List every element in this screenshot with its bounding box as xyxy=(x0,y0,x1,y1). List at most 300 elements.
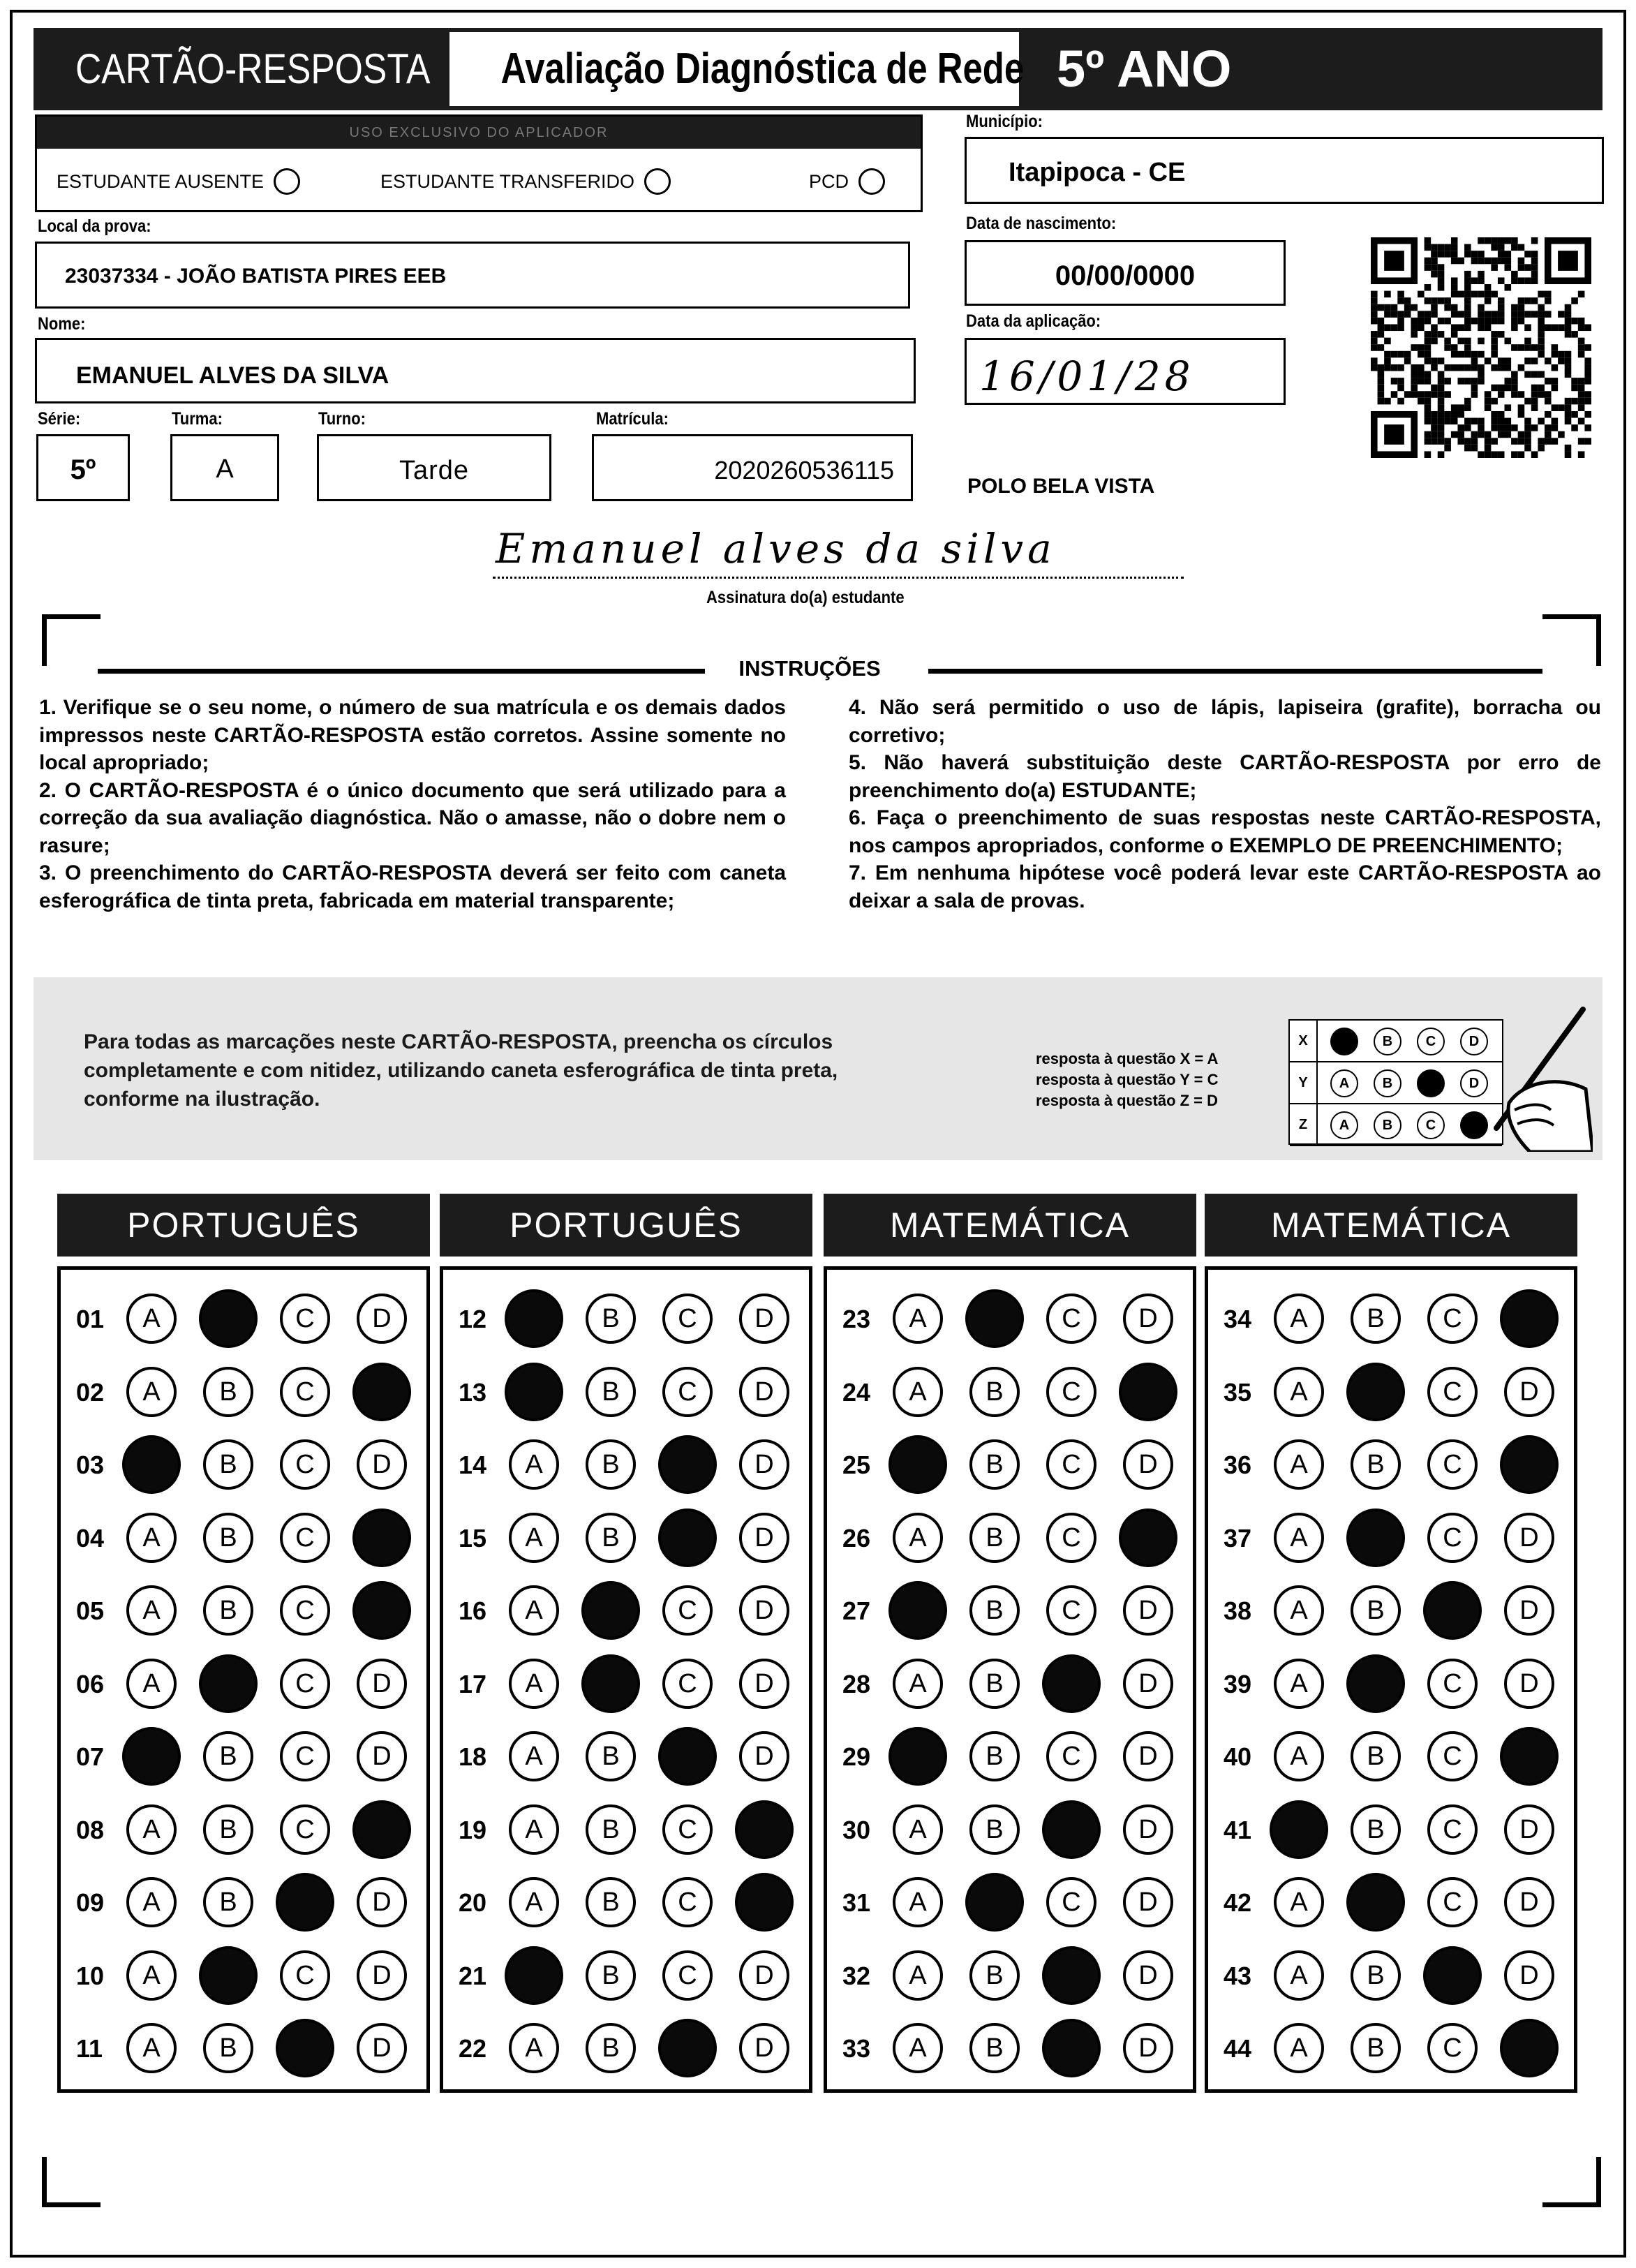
example-bubble-a: A xyxy=(1330,1028,1358,1055)
transferred-radio[interactable] xyxy=(644,168,671,195)
absent-option[interactable] xyxy=(57,168,300,195)
answer-bubble-a[interactable]: A xyxy=(893,2023,943,2073)
answer-bubble-d[interactable]: D xyxy=(1504,1877,1554,1927)
question-row xyxy=(61,1294,426,1349)
answer-bubble-c[interactable]: C xyxy=(280,1439,330,1490)
question-row xyxy=(1208,1367,1574,1423)
answer-bubble-a[interactable]: A xyxy=(893,1294,943,1344)
answer-bubble-b[interactable]: B xyxy=(1346,1363,1405,1421)
answer-block xyxy=(1205,1266,1577,2093)
question-row xyxy=(1208,1585,1574,1641)
question-row xyxy=(61,2023,426,2079)
question-number: 26 xyxy=(842,1523,871,1552)
example-key-z: resposta à questão Z = D xyxy=(1036,1092,1219,1109)
answer-bubble-b[interactable]: B xyxy=(1351,1439,1401,1490)
question-number: 02 xyxy=(76,1377,105,1407)
fill-example-grid xyxy=(1288,1019,1503,1145)
answer-bubble-c[interactable]: C xyxy=(280,1367,330,1417)
instruction-item: 5. Não haverá substituição deste CARTÃO-RESPOSTA por erro de preenchimento do(a) ESTUDANTE; xyxy=(849,751,1601,802)
question-row xyxy=(443,1585,809,1641)
answer-bubble-c[interactable]: C xyxy=(662,1804,713,1855)
answer-bubble-b[interactable]: B xyxy=(965,1289,1024,1348)
answer-bubble-a[interactable]: A xyxy=(509,1585,559,1636)
answer-bubble-a[interactable]: A xyxy=(509,1731,559,1781)
question-number: 06 xyxy=(76,1669,105,1698)
matricula-box xyxy=(592,434,913,501)
corner-mark-bottom-right xyxy=(1542,2157,1601,2207)
example-bubble-d: D xyxy=(1460,1069,1488,1097)
answer-bubble-b[interactable]: B xyxy=(1351,1804,1401,1855)
question-number: 11 xyxy=(76,2034,103,2063)
answer-bubble-d[interactable]: D xyxy=(739,2023,789,2073)
answer-bubble-d[interactable]: D xyxy=(1504,1804,1554,1855)
answer-bubble-a[interactable]: A xyxy=(126,1513,177,1563)
answer-bubble-b[interactable]: B xyxy=(203,1367,253,1417)
answer-bubble-b[interactable]: B xyxy=(199,1654,258,1713)
answer-bubble-d[interactable]: D xyxy=(1123,1659,1173,1709)
answer-bubble-a[interactable]: A xyxy=(126,1585,177,1636)
answer-bubble-c[interactable]: C xyxy=(1046,1731,1096,1781)
answer-bubble-b[interactable]: B xyxy=(203,1731,253,1781)
question-row xyxy=(827,1804,1193,1860)
answer-bubble-b[interactable]: B xyxy=(1351,1585,1401,1636)
answer-bubble-a[interactable]: A xyxy=(1274,1513,1324,1563)
answer-bubble-d[interactable]: D xyxy=(352,1363,411,1421)
question-number: 14 xyxy=(459,1451,487,1479)
instruction-item: 6. Faça o preenchimento de suas respostas neste CARTÃO-RESPOSTA, nos campos apropriados, conforme o EXEMPLO DE PREENCHIMENTO; xyxy=(849,806,1601,857)
answer-bubble-a[interactable]: A xyxy=(509,2023,559,2073)
answer-bubble-b[interactable]: B xyxy=(203,1513,253,1563)
question-row xyxy=(443,1804,809,1860)
answer-bubble-c[interactable]: C xyxy=(1042,2019,1101,2077)
answer-bubble-d[interactable]: D xyxy=(357,1294,407,1344)
answer-bubble-b[interactable]: B xyxy=(586,2023,636,2073)
answer-bubble-b[interactable]: B xyxy=(203,2023,253,2073)
answer-bubble-d[interactable]: D xyxy=(1119,1363,1177,1421)
answer-bubble-c[interactable]: C xyxy=(1046,1513,1096,1563)
question-row xyxy=(827,1731,1193,1787)
question-number: 34 xyxy=(1224,1305,1252,1333)
transferred-label: ESTUDANTE TRANSFERIDO xyxy=(380,170,635,192)
answer-bubble-a[interactable]: A xyxy=(893,1659,943,1709)
answer-bubble-d[interactable]: D xyxy=(357,1439,407,1490)
answer-bubble-c[interactable]: C xyxy=(662,1367,713,1417)
question-number: 37 xyxy=(1224,1523,1252,1552)
answer-bubble-c[interactable]: C xyxy=(280,1804,330,1855)
student-signature: Emanuel alves da silva xyxy=(496,525,1056,572)
answer-bubble-c[interactable]: C xyxy=(1423,1581,1482,1640)
municipio-label: Município: xyxy=(966,112,1043,131)
example-bubble-b: B xyxy=(1374,1028,1401,1055)
answer-bubble-a[interactable]: A xyxy=(1274,1950,1324,2001)
answer-bubble-c[interactable]: C xyxy=(280,1659,330,1709)
answer-bubble-c[interactable]: C xyxy=(1427,1877,1478,1927)
answer-bubble-b[interactable]: B xyxy=(969,1513,1020,1563)
matricula-value: 2020260536115 xyxy=(714,456,894,484)
answer-bubble-d[interactable]: D xyxy=(357,2023,407,2073)
answer-bubble-d[interactable]: D xyxy=(735,1800,794,1859)
question-row xyxy=(827,1877,1193,1933)
answer-bubble-c[interactable]: C xyxy=(1427,1659,1478,1709)
answer-bubble-c[interactable]: C xyxy=(1427,1731,1478,1781)
answer-bubble-a[interactable]: A xyxy=(1274,1731,1324,1781)
answer-bubble-c[interactable]: C xyxy=(658,1435,717,1494)
answer-bubble-a[interactable]: A xyxy=(126,1950,177,2001)
question-row xyxy=(443,1439,809,1495)
answer-bubble-a[interactable]: A xyxy=(888,1435,947,1494)
answer-bubble-c[interactable]: C xyxy=(280,1731,330,1781)
answer-bubble-d[interactable]: D xyxy=(357,1731,407,1781)
answer-bubble-a[interactable]: A xyxy=(1274,1367,1324,1417)
question-row xyxy=(443,1950,809,2006)
instructions-title: INSTRUÇÕES xyxy=(738,656,881,681)
answer-bubble-b[interactable]: B xyxy=(969,1439,1020,1490)
answer-bubble-c[interactable]: C xyxy=(658,1727,717,1786)
instructions-right-column xyxy=(849,694,1601,914)
question-number: 39 xyxy=(1224,1669,1252,1698)
nome-label: Nome: xyxy=(38,314,86,334)
instruction-item: 4. Não será permitido o uso de lápis, lapiseira (grafite), borracha ou corretivo; xyxy=(849,696,1601,747)
answer-bubble-c[interactable]: C xyxy=(1427,1439,1478,1490)
question-number: 17 xyxy=(459,1669,487,1698)
answer-bubble-a[interactable]: A xyxy=(505,1363,563,1421)
question-row xyxy=(443,2023,809,2079)
answer-bubble-b[interactable]: B xyxy=(969,1367,1020,1417)
pcd-radio[interactable] xyxy=(858,168,885,195)
question-number: 31 xyxy=(842,1888,871,1917)
question-number: 21 xyxy=(459,1961,487,1990)
answer-bubble-d[interactable]: D xyxy=(739,1513,789,1563)
answer-bubble-a[interactable]: A xyxy=(509,1877,559,1927)
question-row xyxy=(61,1950,426,2006)
answer-bubble-a[interactable]: A xyxy=(1274,1877,1324,1927)
answer-bubble-d[interactable]: D xyxy=(1119,1509,1177,1567)
answer-bubble-b[interactable]: B xyxy=(969,1950,1020,2001)
answer-bubble-c[interactable]: C xyxy=(1046,1585,1096,1636)
answer-bubble-c[interactable]: C xyxy=(280,1513,330,1563)
question-row xyxy=(443,1513,809,1569)
pcd-label: PCD xyxy=(809,170,849,192)
answer-bubble-d[interactable]: D xyxy=(739,1294,789,1344)
answer-bubble-b[interactable]: B xyxy=(969,1585,1020,1636)
question-number: 42 xyxy=(1224,1888,1252,1917)
answer-bubble-c[interactable]: C xyxy=(1427,1513,1478,1563)
question-row xyxy=(827,1294,1193,1349)
example-row xyxy=(1290,1062,1502,1104)
question-number: 05 xyxy=(76,1596,105,1625)
answer-bubble-a[interactable]: A xyxy=(1270,1800,1328,1859)
turma-value: A xyxy=(216,454,234,484)
answer-bubble-d[interactable]: D xyxy=(1504,1950,1554,2001)
municipio-box xyxy=(965,137,1604,204)
question-row xyxy=(827,2023,1193,2079)
answer-bubble-a[interactable]: A xyxy=(888,1581,947,1640)
answer-bubble-d[interactable]: D xyxy=(1123,1804,1173,1855)
answer-bubble-a[interactable]: A xyxy=(1274,1659,1324,1709)
answer-bubble-b[interactable]: B xyxy=(1351,1731,1401,1781)
answer-bubble-b[interactable]: B xyxy=(581,1654,640,1713)
municipio-value: Itapipoca - CE xyxy=(1009,158,1186,187)
answer-bubble-d[interactable]: D xyxy=(1123,1439,1173,1490)
answer-bubble-b[interactable]: B xyxy=(586,1513,636,1563)
answer-bubble-a[interactable]: A xyxy=(122,1727,181,1786)
answer-bubble-d[interactable]: D xyxy=(357,1659,407,1709)
answer-bubble-a[interactable]: A xyxy=(1274,1294,1324,1344)
answer-bubble-a[interactable]: A xyxy=(126,2023,177,2073)
answer-block xyxy=(824,1266,1196,2093)
answer-bubble-b[interactable]: B xyxy=(969,1731,1020,1781)
answer-bubble-b[interactable]: B xyxy=(969,1804,1020,1855)
answer-bubble-b[interactable]: B xyxy=(586,1950,636,2001)
answer-bubble-d[interactable]: D xyxy=(1123,1585,1173,1636)
question-row xyxy=(61,1367,426,1423)
answer-bubble-d[interactable]: D xyxy=(1504,1513,1554,1563)
answer-bubble-a[interactable]: A xyxy=(893,1513,943,1563)
pcd-option[interactable] xyxy=(809,168,885,195)
answer-bubble-c[interactable]: C xyxy=(1042,1946,1101,2005)
question-row xyxy=(61,1585,426,1641)
answer-block xyxy=(440,1266,812,2093)
answer-bubble-c[interactable]: C xyxy=(1046,1294,1096,1344)
answer-bubble-b[interactable]: B xyxy=(1346,1654,1405,1713)
answer-bubble-c[interactable]: C xyxy=(1427,1804,1478,1855)
instructions-rule-left xyxy=(98,669,705,674)
answer-bubble-c[interactable]: C xyxy=(1427,1294,1478,1344)
answer-bubble-b[interactable]: B xyxy=(969,2023,1020,2073)
answer-bubble-c[interactable]: C xyxy=(280,1950,330,2001)
answer-bubble-c[interactable]: C xyxy=(1042,1800,1101,1859)
answer-bubble-d[interactable]: D xyxy=(1123,1877,1173,1927)
answer-bubble-b[interactable]: B xyxy=(203,1804,253,1855)
answer-bubble-c[interactable]: C xyxy=(662,1585,713,1636)
answer-bubble-d[interactable]: D xyxy=(739,1659,789,1709)
answer-bubble-c[interactable]: C xyxy=(1427,1367,1478,1417)
answer-bubble-b[interactable]: B xyxy=(586,1731,636,1781)
example-bubble-b: B xyxy=(1374,1069,1401,1097)
question-row xyxy=(1208,1731,1574,1787)
header-bar xyxy=(34,28,1602,110)
answer-bubble-a[interactable]: A xyxy=(1274,1585,1324,1636)
answer-bubble-a[interactable]: A xyxy=(505,1946,563,2005)
answer-bubble-c[interactable]: C xyxy=(1423,1946,1482,2005)
local-box xyxy=(35,242,910,309)
answer-bubble-d[interactable]: D xyxy=(1500,1435,1559,1494)
corner-mark-top-right xyxy=(1542,614,1601,666)
answer-bubble-c[interactable]: C xyxy=(276,1873,334,1932)
answer-bubble-a[interactable]: A xyxy=(509,1804,559,1855)
example-bubble-c: C xyxy=(1417,1069,1445,1097)
answer-bubble-d[interactable]: D xyxy=(1123,1294,1173,1344)
answer-bubble-d[interactable]: D xyxy=(1504,1367,1554,1417)
turno-value: Tarde xyxy=(399,456,470,485)
polo-text: POLO BELA VISTA xyxy=(967,475,1155,498)
answer-bubble-c[interactable]: C xyxy=(662,1294,713,1344)
section-title: PORTUGUÊS xyxy=(440,1194,812,1257)
turno-label: Turno: xyxy=(318,409,366,429)
section-title: MATEMÁTICA xyxy=(1205,1194,1577,1257)
question-row xyxy=(1208,1659,1574,1714)
instruction-item: 3. O preenchimento do CARTÃO-RESPOSTA deverá ser feito com caneta esferográfica de tinta preta, fabricada em material transparente; xyxy=(39,861,786,912)
answer-bubble-b[interactable]: B xyxy=(586,1877,636,1927)
answer-bubble-d[interactable]: D xyxy=(1500,1289,1559,1348)
answer-bubble-b[interactable]: B xyxy=(969,1659,1020,1709)
answer-bubble-d[interactable]: D xyxy=(739,1585,789,1636)
question-number: 04 xyxy=(76,1523,105,1552)
answer-bubble-a[interactable]: A xyxy=(126,1294,177,1344)
example-row xyxy=(1290,1021,1502,1062)
hand-with-pen-icon xyxy=(1481,998,1593,1152)
answer-bubble-a[interactable]: A xyxy=(505,1289,563,1348)
example-row-label: Z xyxy=(1290,1104,1318,1145)
question-row xyxy=(827,1585,1193,1641)
instruction-item: 7. Em nenhuma hipótese você poderá levar este CARTÃO-RESPOSTA ao deixar a sala de provas. xyxy=(849,861,1601,912)
answer-bubble-b[interactable]: B xyxy=(581,1581,640,1640)
question-number: 16 xyxy=(459,1596,487,1625)
question-number: 13 xyxy=(459,1377,487,1407)
question-number: 15 xyxy=(459,1523,487,1552)
answer-bubble-a[interactable]: A xyxy=(509,1513,559,1563)
answer-bubble-a[interactable]: A xyxy=(893,1877,943,1927)
question-row xyxy=(443,1877,809,1933)
instruction-item: 2. O CARTÃO-RESPOSTA é o único documento que será utilizado para a correção da sua avaliação diagnóstica. Não o amasse, não o dobre nem o rasure; xyxy=(39,778,786,857)
answer-bubble-c[interactable]: C xyxy=(1427,2023,1478,2073)
answer-bubble-b[interactable]: B xyxy=(1351,1294,1401,1344)
answer-bubble-c[interactable]: C xyxy=(662,1950,713,2001)
serie-box xyxy=(36,434,130,501)
signature-label: Assinatura do(a) estudante xyxy=(706,588,905,607)
transferred-option[interactable] xyxy=(380,168,671,195)
instruction-item: 1. Verifique se o seu nome, o número de sua matrícula e os demais dados impressos neste CARTÃO-RESPOSTA estão corretos. Assine somente no local apropriado; xyxy=(39,696,786,774)
question-number: 38 xyxy=(1224,1596,1252,1625)
answer-bubble-c[interactable]: C xyxy=(1046,1439,1096,1490)
answer-bubble-a[interactable]: A xyxy=(122,1435,181,1494)
question-number: 03 xyxy=(76,1451,105,1479)
answer-bubble-b[interactable]: B xyxy=(203,1877,253,1927)
answer-bubble-a[interactable]: A xyxy=(509,1439,559,1490)
answer-bubble-a[interactable]: A xyxy=(893,1367,943,1417)
signature-line xyxy=(493,577,1184,579)
instructions-left-column xyxy=(39,694,786,914)
answer-bubble-b[interactable]: B xyxy=(1346,1873,1405,1932)
question-row xyxy=(827,1659,1193,1714)
fill-example-text: Para todas as marcações neste CARTÃO-RESPOSTA, preencha os círculos completamente e com nitidez, utilizando caneta esferográfica de tinta preta, conforme na ilustração. xyxy=(84,1030,838,1111)
answer-bubble-b[interactable]: B xyxy=(586,1804,636,1855)
answer-bubble-d[interactable]: D xyxy=(739,1731,789,1781)
answer-bubble-c[interactable]: C xyxy=(280,1294,330,1344)
answer-bubble-c[interactable]: C xyxy=(662,1877,713,1927)
answer-bubble-b[interactable]: B xyxy=(1351,1950,1401,2001)
answer-bubble-a[interactable]: A xyxy=(1274,1439,1324,1490)
corner-mark-top-left xyxy=(42,614,101,666)
answer-bubble-a[interactable]: A xyxy=(126,1804,177,1855)
answer-bubble-c[interactable]: C xyxy=(1046,1367,1096,1417)
answer-bubble-b[interactable]: B xyxy=(203,1585,253,1636)
answer-bubble-b[interactable]: B xyxy=(203,1439,253,1490)
answer-bubble-d[interactable]: D xyxy=(352,1800,411,1859)
answer-bubble-a[interactable]: A xyxy=(1274,2023,1324,2073)
question-row xyxy=(1208,1439,1574,1495)
question-number: 24 xyxy=(842,1377,871,1407)
answer-bubble-b[interactable]: B xyxy=(1351,2023,1401,2073)
answer-bubble-b[interactable]: B xyxy=(1346,1509,1405,1567)
answer-bubble-a[interactable]: A xyxy=(509,1659,559,1709)
answer-bubble-c[interactable]: C xyxy=(658,1509,717,1567)
section-title: PORTUGUÊS xyxy=(57,1194,430,1257)
serie-label: Série: xyxy=(38,409,81,429)
answer-bubble-a[interactable]: A xyxy=(126,1877,177,1927)
answer-bubble-b[interactable]: B xyxy=(586,1439,636,1490)
answer-bubble-d[interactable]: D xyxy=(1500,2019,1559,2077)
answer-bubble-a[interactable]: A xyxy=(126,1367,177,1417)
answer-bubble-d[interactable]: D xyxy=(1504,1585,1554,1636)
question-row xyxy=(61,1439,426,1495)
question-number: 29 xyxy=(842,1742,871,1771)
turno-box xyxy=(317,434,551,501)
answer-bubble-c[interactable]: C xyxy=(662,1659,713,1709)
question-number: 33 xyxy=(842,2034,871,2063)
question-number: 35 xyxy=(1224,1377,1252,1407)
answer-bubble-c[interactable]: C xyxy=(658,2019,717,2077)
answer-bubble-d[interactable]: D xyxy=(352,1581,411,1640)
answer-bubble-d[interactable]: D xyxy=(1123,2023,1173,2073)
question-number: 22 xyxy=(459,2034,487,2063)
nascimento-label: Data de nascimento: xyxy=(966,214,1117,233)
nome-value: EMANUEL ALVES DA SILVA xyxy=(76,362,389,389)
answer-bubble-a[interactable]: A xyxy=(888,1727,947,1786)
question-number: 09 xyxy=(76,1888,105,1917)
answer-bubble-c[interactable]: C xyxy=(280,1585,330,1636)
question-number: 41 xyxy=(1224,1815,1252,1844)
answer-bubble-d[interactable]: D xyxy=(352,1509,411,1567)
answer-bubble-b[interactable]: B xyxy=(586,1294,636,1344)
example-bubble-d: D xyxy=(1460,1028,1488,1055)
answer-bubble-d[interactable]: D xyxy=(357,1950,407,2001)
answer-bubble-a[interactable]: A xyxy=(893,1950,943,2001)
answer-bubble-b[interactable]: B xyxy=(586,1367,636,1417)
example-row xyxy=(1290,1104,1502,1146)
answer-bubble-b[interactable]: B xyxy=(965,1873,1024,1932)
answer-bubble-d[interactable]: D xyxy=(739,1439,789,1490)
aplicacao-label: Data da aplicação: xyxy=(966,311,1101,331)
answer-bubble-c[interactable]: C xyxy=(276,2019,334,2077)
answer-bubble-d[interactable]: D xyxy=(739,1367,789,1417)
answer-bubble-a[interactable]: A xyxy=(126,1659,177,1709)
answer-bubble-b[interactable]: B xyxy=(199,1946,258,2005)
question-number: 18 xyxy=(459,1742,487,1771)
question-number: 28 xyxy=(842,1669,871,1698)
answer-bubble-c[interactable]: C xyxy=(1042,1654,1101,1713)
answer-bubble-c[interactable]: C xyxy=(1046,1877,1096,1927)
question-row xyxy=(1208,1294,1574,1349)
absent-radio[interactable] xyxy=(274,168,300,195)
answer-bubble-d[interactable]: D xyxy=(1123,1731,1173,1781)
answer-bubble-d[interactable]: D xyxy=(739,1950,789,2001)
answer-bubble-d[interactable]: D xyxy=(1123,1950,1173,2001)
answer-bubble-b[interactable]: B xyxy=(199,1289,258,1348)
answer-bubble-d[interactable]: D xyxy=(1500,1727,1559,1786)
answer-bubble-d[interactable]: D xyxy=(735,1873,794,1932)
example-row-label: X xyxy=(1290,1021,1318,1061)
question-number: 10 xyxy=(76,1961,105,1990)
question-row xyxy=(1208,1513,1574,1569)
applicator-bar: USO EXCLUSIVO DO APLICADOR xyxy=(37,117,921,149)
section-title: MATEMÁTICA xyxy=(824,1194,1196,1257)
answer-bubble-d[interactable]: D xyxy=(357,1877,407,1927)
question-number: 27 xyxy=(842,1596,871,1625)
answer-bubble-a[interactable]: A xyxy=(893,1804,943,1855)
answer-bubble-d[interactable]: D xyxy=(1504,1659,1554,1709)
example-bubble-d: D xyxy=(1460,1111,1488,1139)
